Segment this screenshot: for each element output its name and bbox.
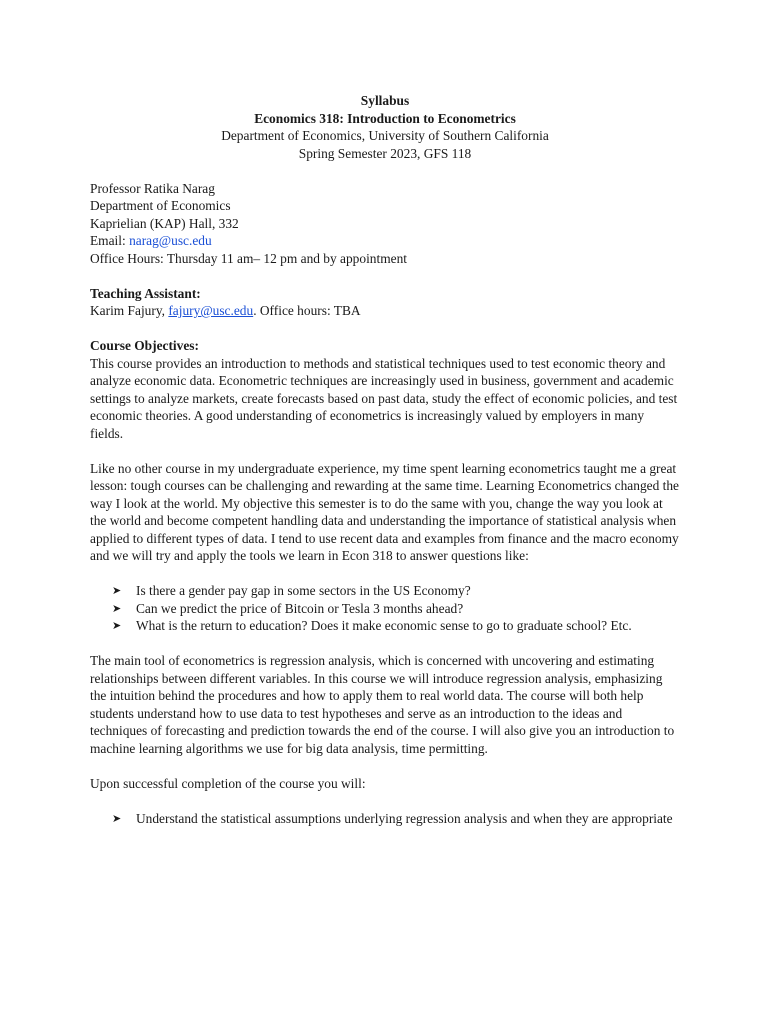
professor-email-link[interactable]: narag@usc.edu	[129, 233, 212, 248]
outcomes-list	[90, 810, 680, 828]
ta-office-hours: . Office hours: TBA	[253, 303, 361, 318]
syllabus-page	[90, 92, 680, 827]
professor-dept: Department of Economics	[90, 198, 231, 213]
email-label: Email:	[90, 233, 130, 248]
ta-line	[90, 302, 680, 320]
course-title: Economics 318: Introduction to Econometrics	[254, 110, 516, 126]
semester-line: Spring Semester 2023, GFS 118	[298, 145, 472, 161]
list-item-text: Is there a gender pay gap in some sectors in the US Economy?	[136, 583, 471, 598]
list-item	[90, 582, 680, 600]
objectives-paragraph-1: This course provides an introduction to methods and statistical techniques used to test economic theory and analyze economic data. Econometric techniques are increasingly used in business, government and academic settings to analyze markets, create forecasts based on past data, study the effect of economic policies, and test economic theories. A good understanding of econometrics is increasingly valued by employers in many fields.	[90, 355, 678, 441]
ta-name: Karim Fajury,	[90, 303, 169, 318]
ta-info	[90, 285, 680, 320]
professor-office-hours: Office Hours: Thursday 11 am– 12 pm and by appointment	[90, 250, 407, 266]
objectives-paragraph-3: The main tool of econometrics is regression analysis, which is concerned with uncovering and estimating relationships between different variables. In this course we will introduce regression analysis, emphasizing the intuition behind the procedures and how to apply them to real world data. The course will both help students understand how to use data to test hypotheses and serve as an introduction to the ideas and techniques of forecasting and prediction towards the end of the course. I will also give you an introduction to machine learning algorithms we use for big data analysis, time permitting.	[90, 653, 675, 756]
list-item-text: Can we predict the price of Bitcoin or Tesla 3 months ahead?	[136, 600, 464, 616]
professor-office: Kaprielian (KAP) Hall, 332	[90, 215, 239, 231]
objectives-heading: Course Objectives:	[90, 338, 199, 353]
list-item	[90, 617, 680, 635]
arrowhead-bullet-icon: ➤	[112, 619, 122, 632]
ta-email-link[interactable]: fajury@usc.edu	[168, 303, 254, 318]
professor-email-line	[90, 232, 680, 250]
arrowhead-bullet-icon: ➤	[112, 584, 122, 597]
list-item-text: Understand the statistical assumptions underlying regression analysis and when they are appropriate	[136, 810, 673, 826]
objectives-paragraph-4: Upon successful completion of the course you will:	[90, 775, 366, 791]
arrowhead-bullet-icon: ➤	[112, 811, 122, 825]
arrowhead-bullet-icon: ➤	[112, 601, 122, 615]
doc-title: Syllabus	[360, 93, 410, 108]
list-item	[90, 810, 680, 828]
objectives-paragraph-2: Like no other course in my undergraduate experience, my time spent learning econometrics taught me a great lesson: tough courses can be challenging and rewarding at the same time. Learning Econometrics changed the way I look at the world. My objective this semester is to do the same with you, change the way you look at the world and become competent handling data and understanding the importance of statistical analysis when applied to different types of data. I tend to use recent data and examples from finance and the macro economy and we will try and apply the tools we learn in Econ 318 to answer questions like:	[90, 460, 679, 563]
list-item-text: What is the return to education? Does it make economic sense to go to graduate school? Etc.	[136, 618, 632, 633]
course-objectives	[90, 337, 680, 827]
professor-info	[90, 180, 680, 268]
questions-list	[90, 582, 680, 635]
document-header	[90, 92, 680, 162]
list-item	[90, 600, 680, 618]
professor-name: Professor Ratika Narag	[90, 180, 215, 196]
ta-heading: Teaching Assistant:	[90, 285, 201, 301]
department-line: Department of Economics, University of Southern California	[221, 128, 549, 143]
